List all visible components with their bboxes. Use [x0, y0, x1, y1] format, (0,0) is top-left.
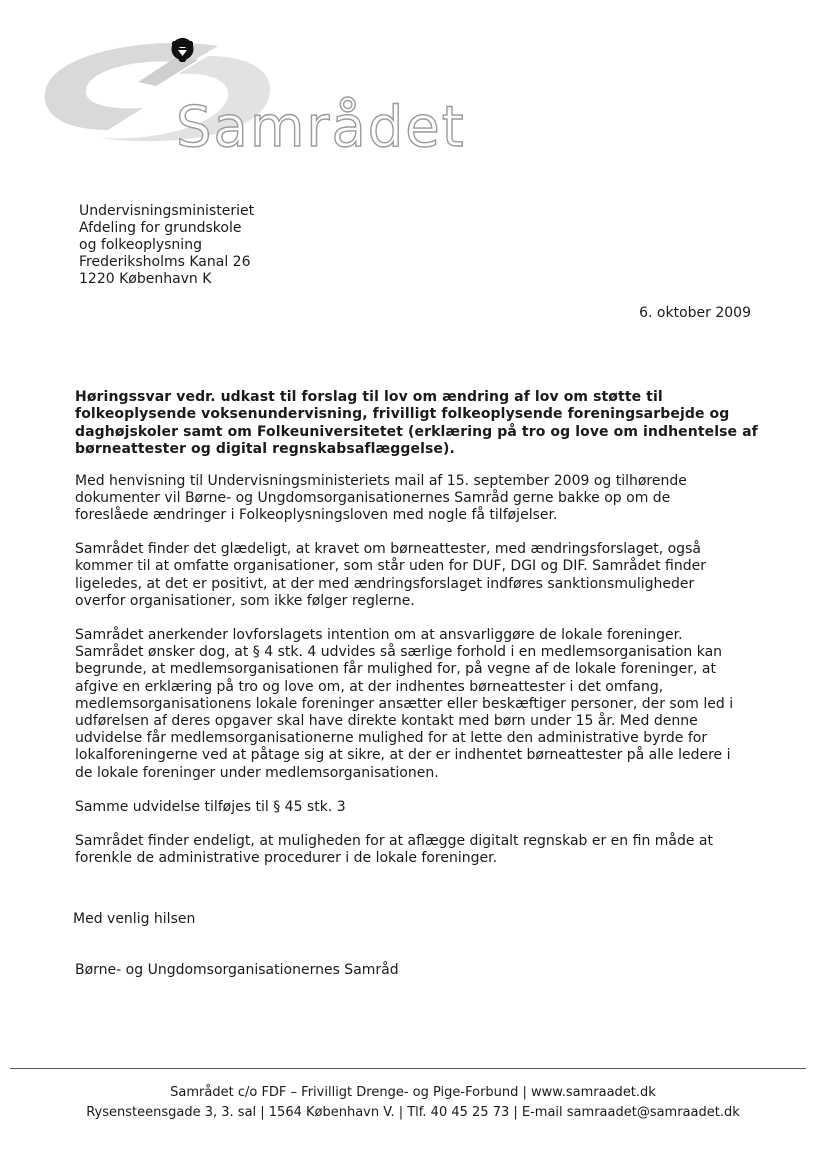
subject-line: daghøjskoler samt om Folkeuniversitetet (erklæring på tro og love om indhentelse af [75, 423, 758, 440]
brand-wordmark: Samrådet [176, 95, 466, 160]
text-line: lokalforeningerne ved at påtage sig at sikre, at der er indhentet børneattester på alle ledere i [75, 747, 731, 764]
footer-line: Rysensteensgade 3, 3. sal | 1564 København V. | Tlf. 40 45 25 73 | E-mail samraadet@samraadet.dk [86, 1105, 740, 1120]
subject-line: folkeoplysende voksenundervisning, frivilligt folkeoplysende foreningsarbejde og [75, 406, 730, 423]
letter-body [75, 389, 775, 884]
text-line: Samrådet finder det glædeligt, at kravet om børneattester, med ændringsforslaget, også [75, 541, 701, 558]
letter-date: 6. oktober 2009 [639, 305, 751, 321]
footer-divider [10, 1068, 806, 1069]
text-line: Med henvisning til Undervisningsministeriets mail af 15. september 2009 og tilhørende [75, 472, 687, 489]
letter-footer [0, 1083, 826, 1123]
paragraph-proposal [75, 627, 775, 782]
text-line: Samrådet ønsker dog, at § 4 stk. 4 udvides så særlige forhold i en medlemsorganisation kan [75, 644, 723, 661]
recipient-address [79, 203, 254, 288]
subject-heading [75, 389, 775, 459]
address-line: og folkeoplysning [79, 237, 202, 253]
text-line: dokumenter vil Børne- og Ungdomsorganisationernes Samråd gerne bakke op om de [75, 489, 671, 506]
paragraph-section-45 [75, 799, 775, 816]
triangle-badge-icon [170, 36, 195, 64]
subject-line: børneattester og digital regnskabsaflæggelse). [75, 441, 455, 458]
address-line: 1220 København K [79, 271, 212, 287]
text-line: udvidelse får medlemsorganisationerne mulighed for at lette den administrative byrde for [75, 730, 708, 747]
footer-line: Samrådet c/o FDF – Frivilligt Drenge- og Pige-Forbund | www.samraadet.dk [170, 1085, 656, 1100]
paragraph-intro [75, 473, 775, 525]
text-line: medlemsorganisationens lokale foreninger ansætter eller beskæftiger personer, der som led i [75, 695, 734, 712]
text-line: begrunde, at medlemsorganisationen får mulighed for, på vegne af de lokale foreninger, at [75, 661, 716, 678]
text-line: forenkle de administrative procedurer i de lokale foreninger. [75, 850, 498, 867]
text-line: overfor organisationer, som ikke følger reglerne. [75, 592, 415, 609]
closing-sender: Børne- og Ungdomsorganisationernes Samråd [75, 962, 399, 978]
text-line: Samrådet finder endeligt, at muligheden for at aflægge digitalt regnskab er en fin måde at [75, 833, 713, 850]
text-line: ligeledes, at det er positivt, at der med ændringsforslaget indføres sanktionsmuligheder [75, 575, 695, 592]
subject-line: Høringssvar vedr. udkast til forslag til lov om ændring af lov om støtte til [75, 389, 663, 405]
address-line: Undervisningsministeriet [79, 203, 255, 219]
text-line: foreslåede ændringer i Folkeoplysningsloven med nogle få tilføjelser. [75, 507, 558, 524]
closing-greeting: Med venlig hilsen [73, 911, 196, 927]
address-line: Frederiksholms Kanal 26 [79, 254, 251, 270]
paragraph-digital-accounts [75, 833, 775, 867]
text-line: kommer til at omfatte organisationer, som står uden for DUF, DGI og DIF. Samrådet finder [75, 558, 706, 575]
text-line: Samrådet anerkender lovforslagets intention om at ansvarliggøre de lokale foreninger. [75, 627, 683, 644]
address-line: Afdeling for grundskole [79, 220, 242, 236]
letterhead-logo [38, 30, 468, 160]
text-line: udførelsen af deres opgaver skal have direkte kontakt med børn under 15 år. Med denne [75, 713, 698, 730]
text-line: de lokale foreninger under medlemsorganisationen. [75, 764, 439, 781]
text-line: Samme udvidelse tilføjes til § 45 stk. 3 [75, 798, 346, 815]
paragraph-criminal-record [75, 541, 775, 610]
text-line: afgive en erklæring på tro og love om, at der indhentes børneattester i det omfang, [75, 678, 664, 695]
